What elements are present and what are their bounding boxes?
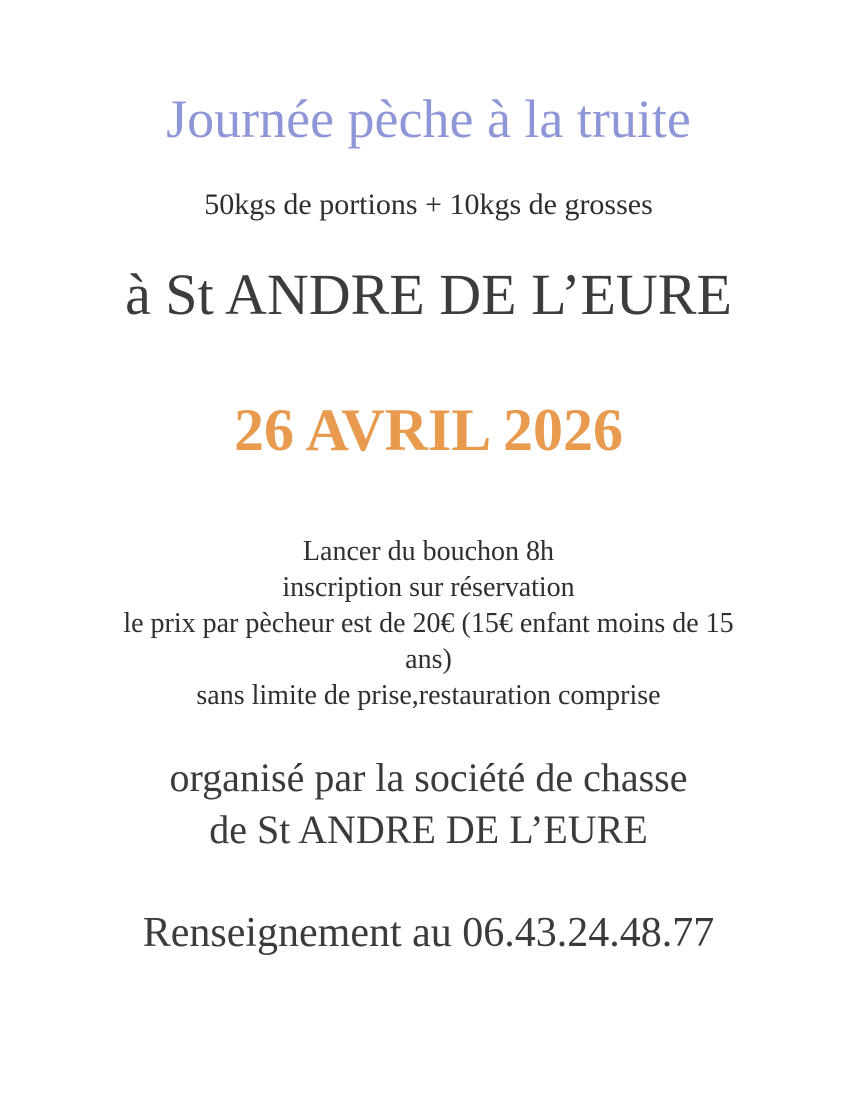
event-subtitle: 50kgs de portions + 10kgs de grosses <box>204 188 653 221</box>
event-details <box>40 534 817 714</box>
organizer-line-2: de St ANDRE DE L’EURE <box>209 807 648 852</box>
details-start-time: Lancer du bouchon 8h <box>302 536 555 567</box>
organizer-line-1: organisé par la société de chasse <box>169 755 688 800</box>
details-conditions: sans limite de prise,restauration comprise <box>196 680 661 711</box>
event-organizer <box>0 752 857 856</box>
event-location: à St ANDRE DE L’EURE <box>125 262 732 327</box>
details-price-continued: ans) <box>405 644 452 675</box>
event-title: Journée pèche à la truite <box>166 89 691 149</box>
details-price: le prix par pècheur est de 20€ (15€ enfant moins de 15 <box>123 608 734 639</box>
event-date: 26 AVRIL 2026 <box>233 397 623 463</box>
contact-info: Renseignement au 06.43.24.48.77 <box>142 910 715 956</box>
details-registration: inscription sur réservation <box>282 572 575 603</box>
